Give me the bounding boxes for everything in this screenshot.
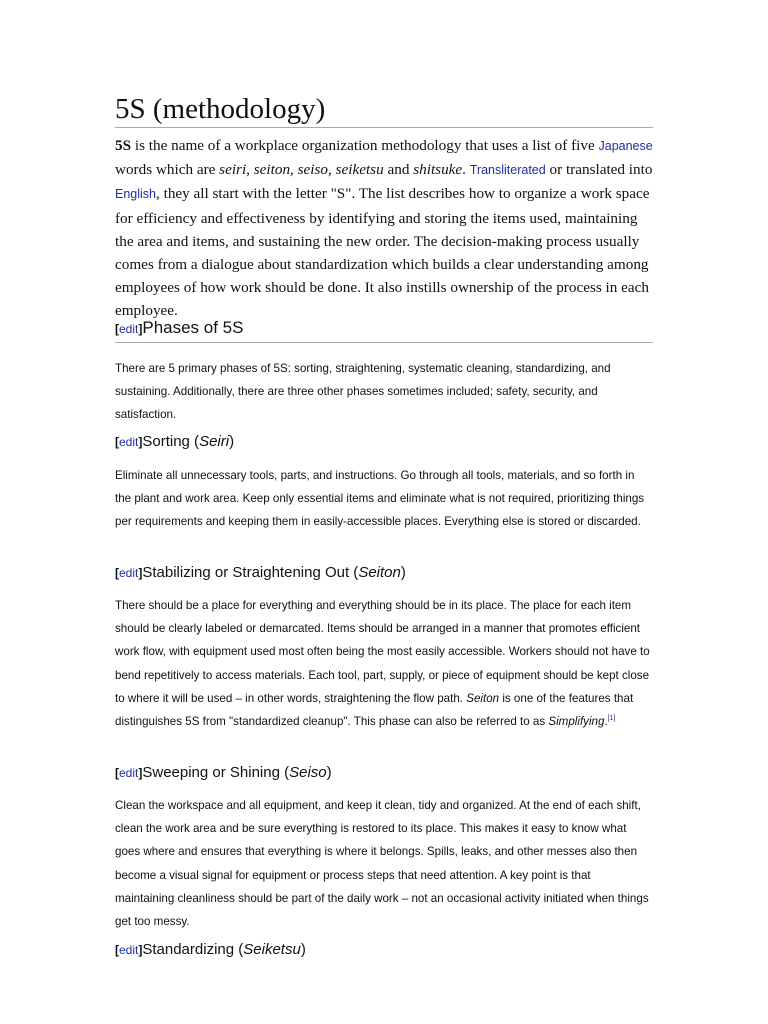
intro-paragraph: 5S is the name of a workplace organization methodology that uses a list of five Japanese words which are seiri, seiton, seiso, seiketsu and shitsuke. Transliterated or translated into English, they all start with the letter "S". The list describes how to organize a work space for efficiency and effectiveness by identifying and storing the items used, maintaining the area and items, and sustaining the new order. The decision-making process usually comes from a dialogue about standardization which builds a clear understanding among employees of how work should be done. It also instills ownership of the process in each employee.	[115, 137, 653, 320]
intro-bold-term: 5S	[115, 137, 132, 154]
heading-stabilizing: [edit]Stabilizing or Straightening Out (Seiton)	[115, 564, 406, 581]
page-title: 5S (methodology)	[115, 92, 653, 128]
edit-link[interactable]: edit	[119, 766, 139, 780]
heading-phases-label: Phases of 5S	[142, 318, 244, 337]
sweeping-paragraph: Clean the workspace and all equipment, and keep it clean, tidy and organized. At the end of each shift, clean the work area and be sure everything is restored to its place. This makes it easy to know what goes where and ensures that everything is where it belongs. Spills, leaks, and other messes also then become a visual signal for equipment or process steps that need attention. A key point is that maintaining cleanliness should be part of the daily work – not an occasional activity initiated when things get too messy.	[115, 799, 649, 929]
heading-sweeping: [edit]Sweeping or Shining (Seiso)	[115, 764, 332, 781]
edit-link[interactable]: edit	[119, 322, 139, 336]
stabilizing-paragraph: There should be a place for everything and everything should be in its place. The place for each item should be clearly labeled or demarcated. Items should be arranged in a manner that promotes efficient work flow, with equipment used most often being the most easily accessible. Workers should not have to bend repetitively to access materials. Each tool, part, supply, or piece of equipment should be kept close to where it will be used – in other words, straightening the flow path. Seiton is one of the features that distinguishes 5S from "standardized cleanup". This phase can also be referred to as Simplifying.[1]	[115, 599, 650, 729]
sorting-paragraph: Eliminate all unnecessary tools, parts, and instructions. Go through all tools, materials, and so forth in the plant and work area. Keep only essential items and eliminate what is not required, prioritizing things per requirements and keeping them in easily-accessible places. Everything else is stored or discarded.	[115, 469, 645, 529]
heading-phases: [edit]Phases of 5S	[115, 317, 653, 343]
link-transliterated[interactable]: Transliterated	[469, 163, 546, 178]
edit-link[interactable]: edit	[119, 435, 139, 449]
intro-word-last: shitsuke	[413, 161, 463, 179]
reference-link[interactable]: [1]	[607, 715, 616, 723]
phases-paragraph: There are 5 primary phases of 5S: sorting, straightening, systematic cleaning, standardizing, and sustaining. Additionally, there are three other phases sometimes included; safety, security, and satisfaction.	[115, 362, 611, 422]
heading-sorting: [edit]Sorting (Seiri)	[115, 433, 235, 450]
intro-words: seiri, seiton, seiso, seiketsu	[219, 161, 384, 179]
link-english[interactable]: English	[115, 187, 156, 202]
link-japanese[interactable]: Japanese	[598, 139, 653, 153]
heading-standardizing: [edit]Standardizing (Seiketsu)	[115, 941, 306, 958]
edit-link[interactable]: edit	[119, 566, 139, 580]
edit-link[interactable]: edit	[119, 943, 139, 957]
